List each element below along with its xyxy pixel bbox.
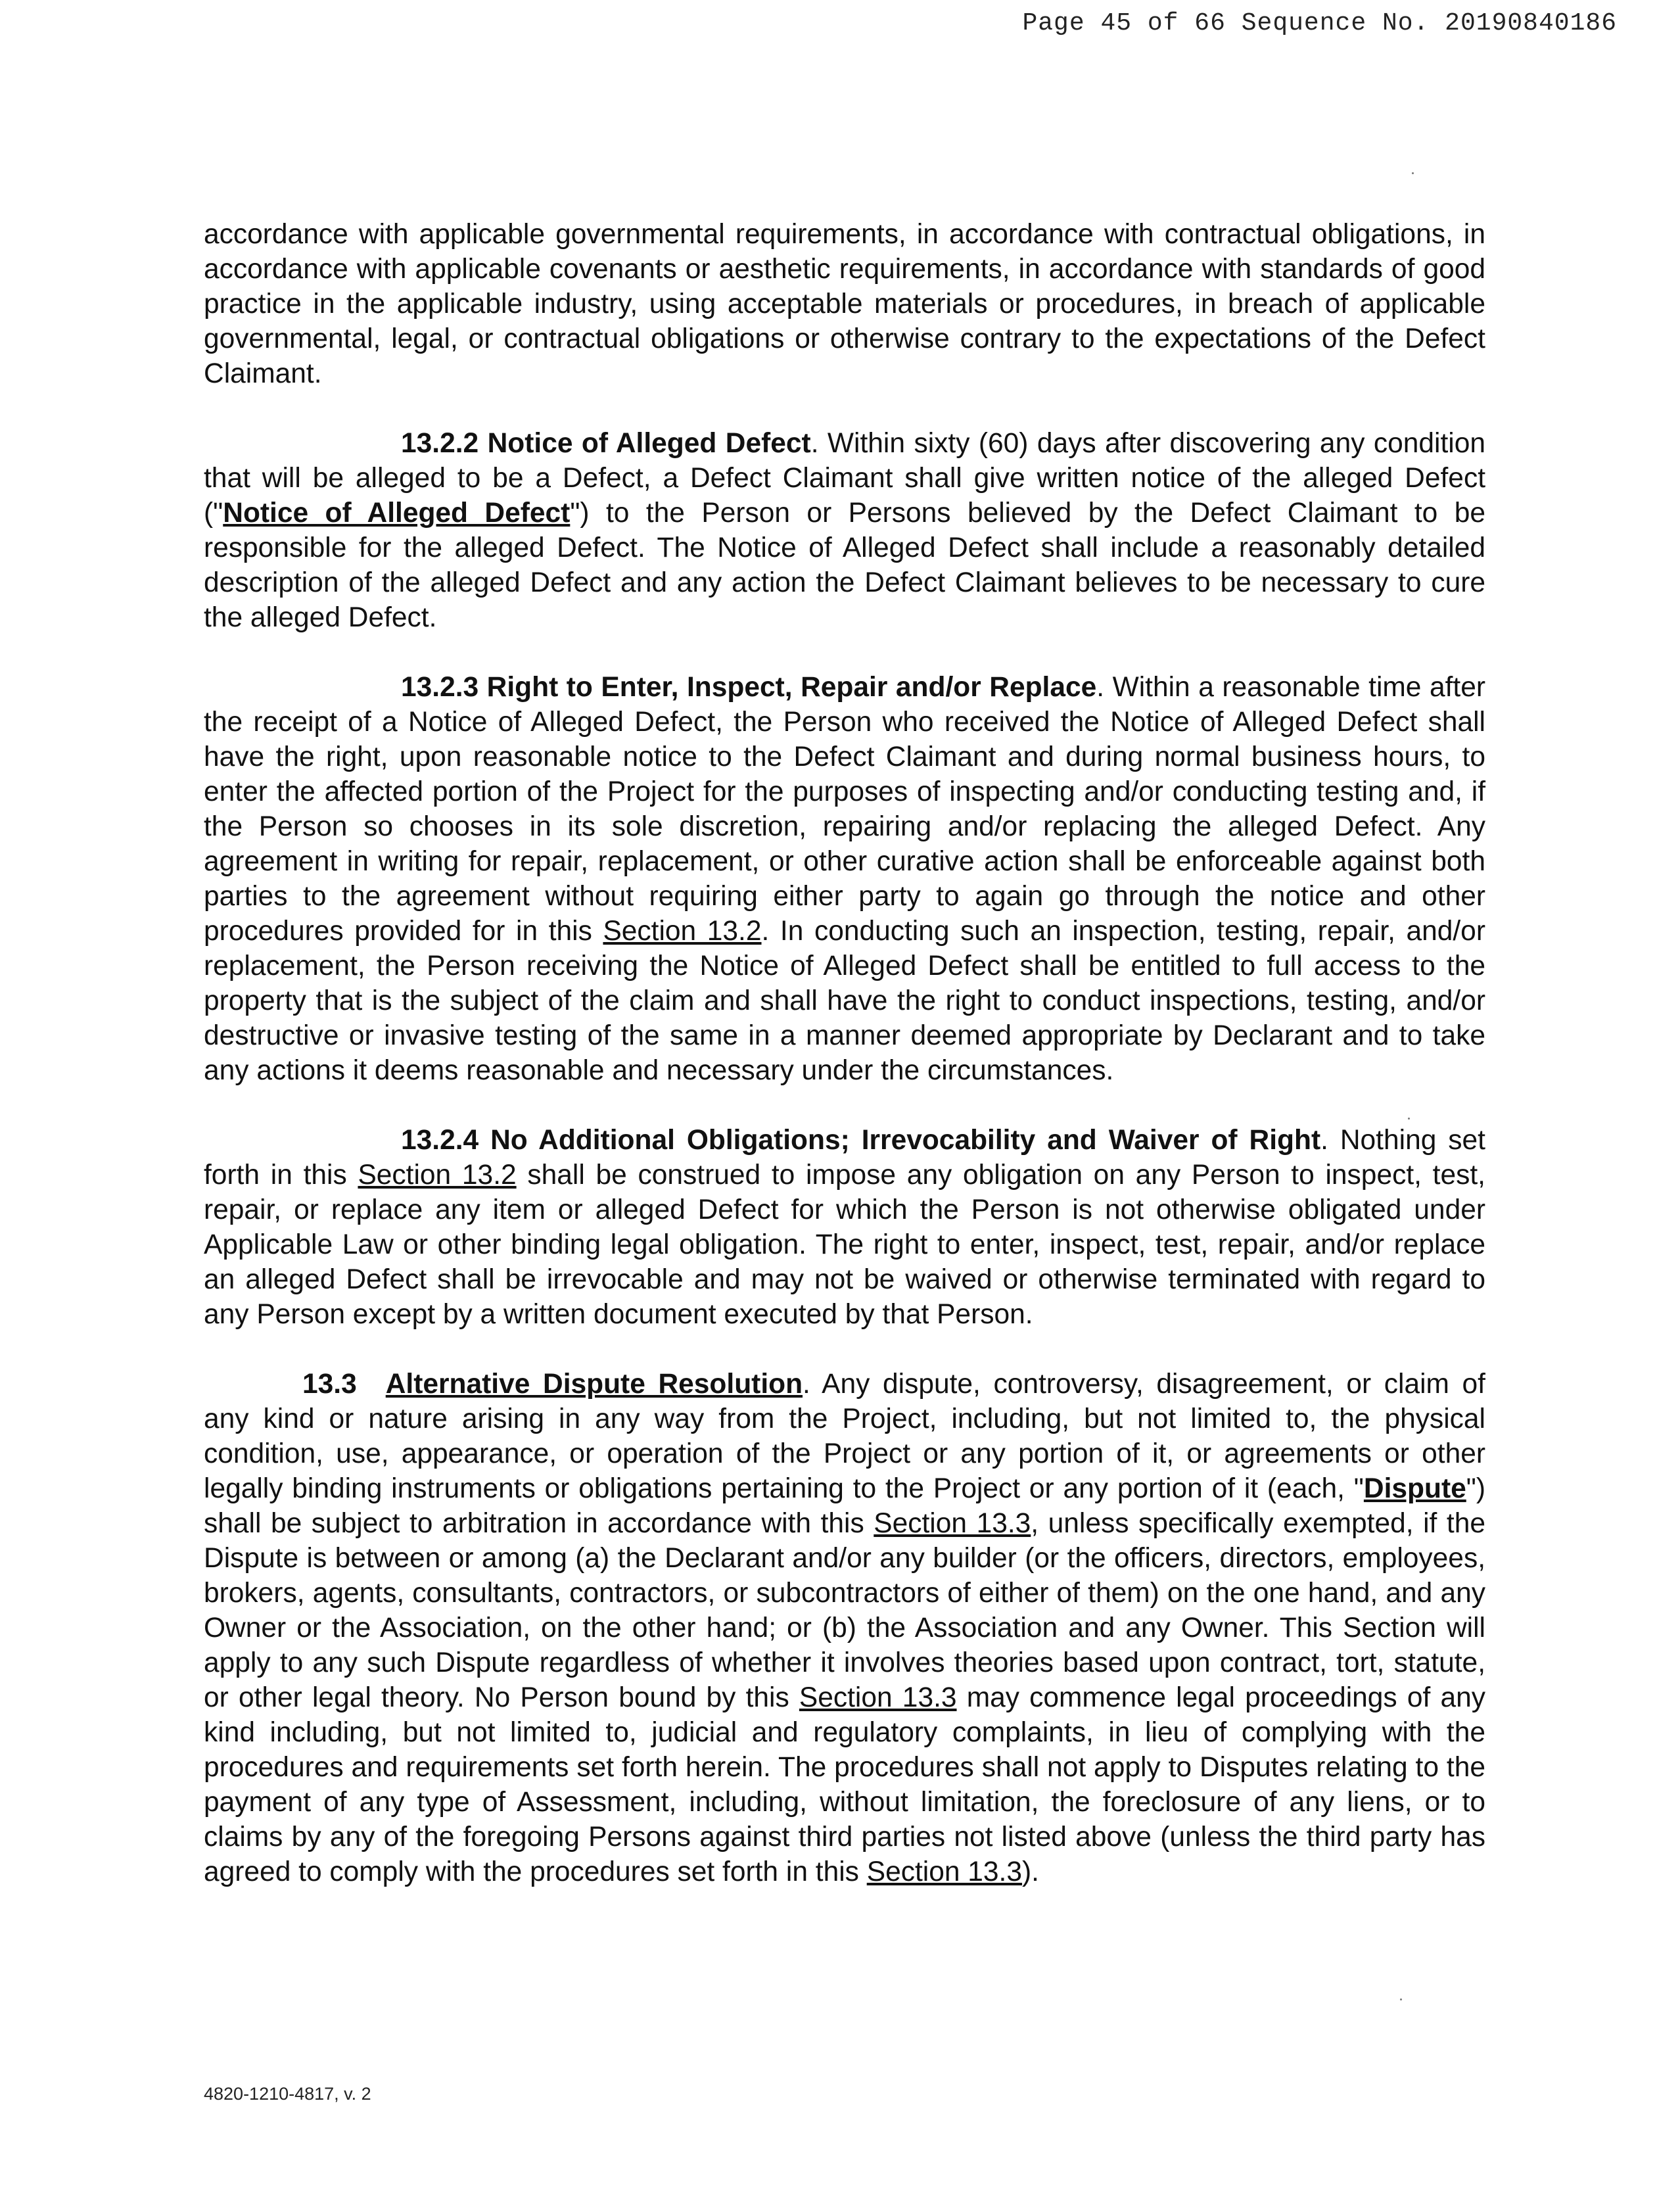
section-text: . In conducting such an inspection, testing, repair, and/or replacement, the Person receiving the Notice of Alleged Defect shall be entitled to full access to the property that is the subject of the claim and shall have the right to conduct inspections, testing, and/or destructive or invasive testing of the same in a manner deemed appropriate by Declarant and to take any actions it deems reasonable and necessary under the circumstances.	[204, 916, 1485, 1086]
paragraph-continuation: accordance with applicable governmental requirements, in accordance with contractual obligations, in accordance with applicable covenants or aesthetic requirements, in accordance with standards of good practice in the applicable industry, using acceptable materials or procedures, in breach of applicable governmental, legal, or contractual obligations or otherwise contrary to the expectations of the Defect Claimant.	[204, 219, 1485, 389]
section-13-2-2	[204, 426, 1485, 635]
section-text: , unless specifically exempted, if the Dispute is between or among (a) the Declarant and/or any builder (or the officers, directors, employees, brokers, agents, consultants, contractors, or subcontractors of either of them) on the one hand, and any Owner or the Association, on the other hand; or (b) the Association and any Owner. This Section will apply to any such Dispute regardless of whether it involves theories based upon contract, tort, statute, or other legal theory. No Person bound by this	[204, 1508, 1485, 1713]
section-reference: Section 13.3	[799, 1682, 957, 1713]
page-header: Page 45 of 66 Sequence No. 20190840186	[1022, 9, 1617, 37]
section-text: . Nothing set forth in this	[204, 1125, 1485, 1191]
section-number: 13.3	[302, 1369, 357, 1400]
section-text: shall be construed to impose any obligation on any Person to inspect, test, repair, or replace any item or alleged Defect for which the Person is not otherwise obligated under Applicable Law or other binding legal obligation. The right to enter, inspect, test, repair, and/or replace an alleged Defect shall be irrevocable and may not be waived or otherwise terminated with regard to any Person except by a written document executed by that Person.	[204, 1160, 1485, 1330]
section-heading: 13.2.3 Right to Enter, Inspect, Repair and/or Replace	[401, 672, 1097, 703]
section-text: ") shall be subject to arbitration in accordance with this	[204, 1473, 1485, 1539]
section-title: Alternative Dispute Resolution	[385, 1369, 803, 1400]
document-id-footer: 4820-1210-4817, v. 2	[204, 2084, 371, 2104]
section-text: . Within sixty (60) days after discovering any condition that will be alleged to be a Defect, a Defect Claimant shall give written notice of the alleged Defect ("	[204, 428, 1485, 529]
section-13-3	[204, 1367, 1485, 1889]
scan-speck	[1400, 1998, 1402, 2000]
section-text: ).	[1022, 1856, 1039, 1887]
section-reference: Section 13.2	[358, 1160, 517, 1191]
document-body	[204, 217, 1485, 1924]
section-text: may commence legal proceedings of any kind including, but not limited to, judicial and regulatory complaints, in lieu of complying with the procedures and requirements set forth herein. The procedures shall not apply to Disputes relating to the payment of any type of Assessment, including, without limitation, the foreclosure of any liens, or to claims by any of the foregoing Persons against third parties not listed above (unless the third party has agreed to comply with the procedures set forth in this	[204, 1682, 1485, 1887]
section-reference: Section 13.2	[603, 916, 762, 947]
defined-term: Notice of Alleged Defect	[223, 498, 571, 529]
section-text: . Any dispute, controversy, disagreement, or claim of any kind or nature arising in any way from the Project, including, but not limited to, the physical condition, use, appearance, or operation of the Project or any portion of it, or agreements or other legally binding instruments or obligations pertaining to the Project or any portion of it (each, "	[204, 1369, 1485, 1504]
defined-term: Dispute	[1363, 1473, 1466, 1504]
section-text: . Within a reasonable time after the receipt of a Notice of Alleged Defect, the Person who received the Notice of Alleged Defect shall have the right, upon reasonable notice to the Defect Claimant and during normal business hours, to enter the affected portion of the Project for the purposes of inspecting and/or conducting testing and, if the Person so chooses in its sole discretion, repairing and/or replacing the alleged Defect. Any agreement in writing for repair, replacement, or other curative action shall be enforceable against both parties to the agreement without requiring either party to again go through the notice and other procedures provided for in this	[204, 672, 1485, 947]
section-heading: 13.2.4 No Additional Obligations; Irrevocability and Waiver of Right	[401, 1125, 1321, 1156]
section-13-2-4	[204, 1123, 1485, 1332]
scan-speck	[1412, 172, 1414, 174]
section-heading: 13.2.2 Notice of Alleged Defect	[401, 428, 811, 459]
section-reference: Section 13.3	[866, 1856, 1023, 1887]
scan-speck	[1408, 1118, 1410, 1120]
section-reference: Section 13.3	[874, 1508, 1031, 1539]
section-text: ") to the Person or Persons believed by the Defect Claimant to be responsible for the alleged Defect. The Notice of Alleged Defect shall include a reasonably detailed description of the alleged Defect and any action the Defect Claimant believes to be necessary to cure the alleged Defect.	[204, 498, 1485, 633]
section-13-2-3	[204, 670, 1485, 1088]
